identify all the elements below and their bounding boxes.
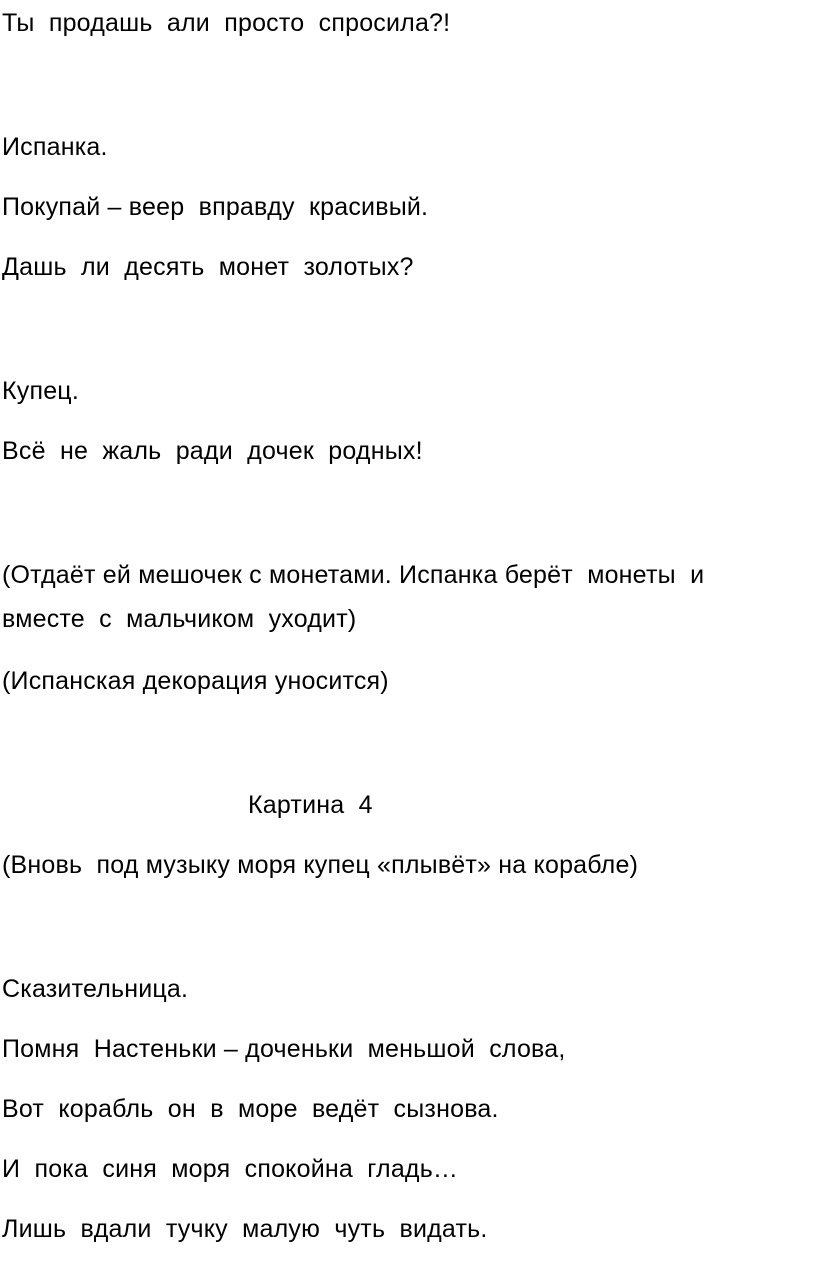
text-line-15: И пока синя моря спокойна гладь… — [2, 1155, 459, 1183]
stage-direction-3: (Вновь под музыку моря купец «плывёт» на корабле) — [2, 851, 639, 879]
text-line-1: Ты продашь али просто спросила?! — [2, 9, 451, 37]
stage-direction-1: (Отдаёт ей мешочек с монетами. Испанка берёт монеты и — [2, 561, 705, 589]
text-line-16: Лишь вдали тучку малую чуть видать. — [2, 1215, 488, 1243]
text-line-13: Помня Настеньки – доченьки меньшой слова, — [2, 1035, 566, 1063]
scene-heading: Картина 4 — [248, 791, 373, 819]
text-line-6: Всё не жаль ради дочек родных! — [2, 437, 423, 465]
stage-direction-2: (Испанская декорация уносится) — [2, 667, 389, 695]
text-line-14: Вот корабль он в море ведёт сызнова. — [2, 1095, 499, 1123]
speaker-name-ispanka: Испанка. — [2, 133, 108, 161]
text-line-4: Дашь ли десять монет золотых? — [2, 253, 414, 281]
speaker-name-kupets: Купец. — [2, 377, 79, 405]
text-line-3: Покупай – веер вправду красивый. — [2, 193, 429, 221]
speaker-name-skazitelnitsa: Сказительница. — [2, 975, 189, 1003]
stage-direction-1-cont: вместе с мальчиком уходит) — [2, 605, 357, 633]
